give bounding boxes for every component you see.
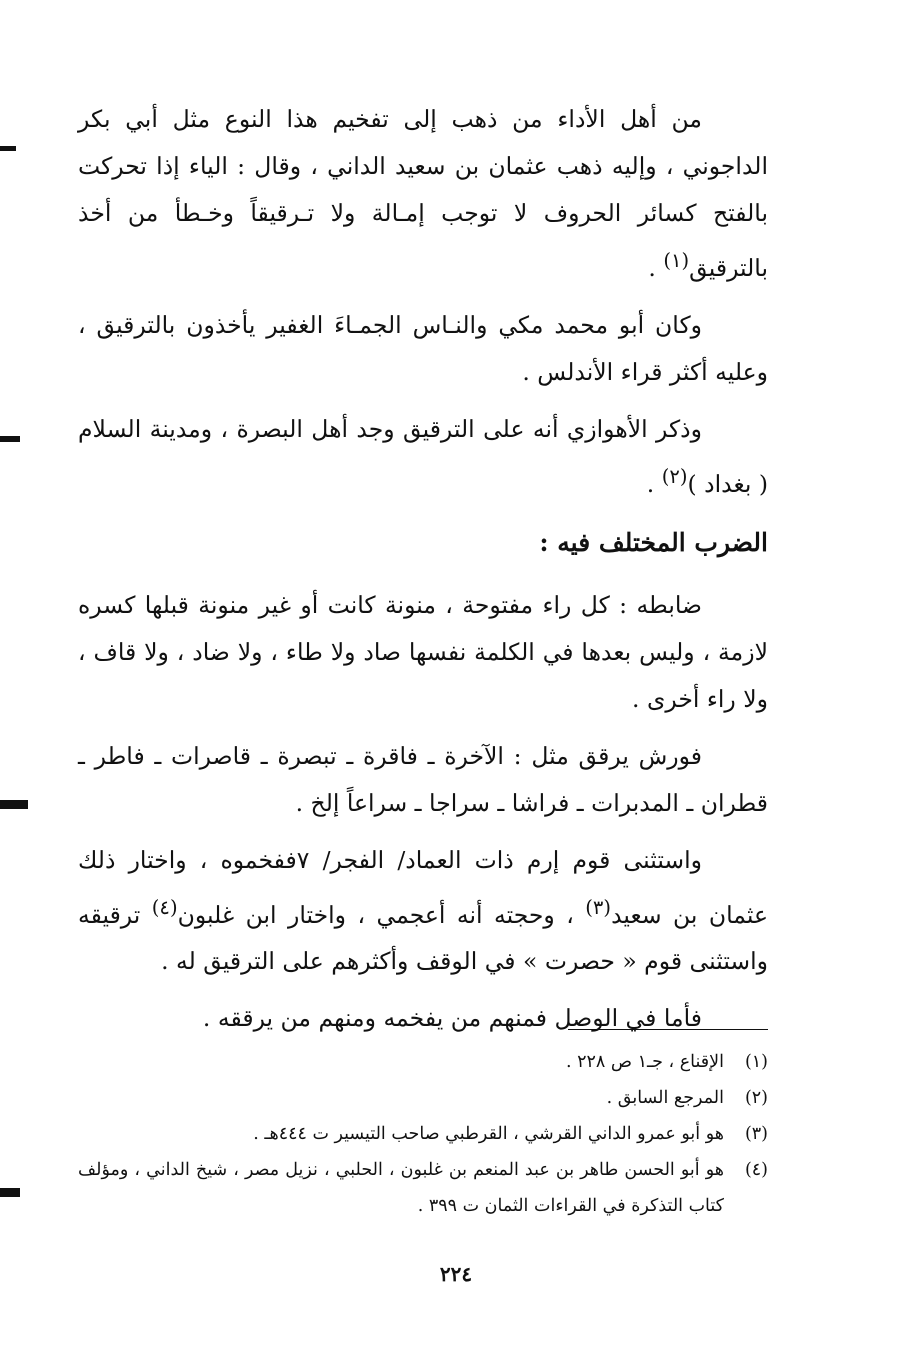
paragraph-text: فأما في الوصل فمنهم من يفخمه ومنهم من يرققه . [202,1004,702,1033]
paragraph [78,733,768,827]
paragraph [78,96,768,292]
footnote-text: هو أبو عمرو الداني القرشي ، القرطبي صاحب التيسير ت ٤٤٤هـ . [253,1124,724,1144]
paragraph-text: فورش يرقق مثل : الآخرة ـ فاقرة ـ تبصرة ـ قاصرات ـ فاطر ـ قطران ـ المدبرات ـ فراشا ـ سراجا ـ سراعاً إلخ . [78,741,768,817]
footnotes [78,1044,768,1224]
footnote-number: (٣) [744,1124,768,1144]
page-number: ٢٢٤ [439,1262,473,1286]
paragraph-text: . [648,253,664,282]
paragraph [78,995,768,1042]
section-heading: الضرب المختلف فيه : [539,527,768,557]
margin-mark [0,146,16,151]
paragraph-text: ، وحجته أنه أعجمي ، واختار ابن غلبون [177,900,586,929]
footnote-text: الإقناع ، جـ١ ص ٢٢٨ . [565,1052,724,1072]
footnote-text: هو أبو الحسن طاهر بن عبد المنعم بن غلبون ، الحلبي ، نزيل مصر ، شيخ الداني ، ومؤلف كتاب التذكرة في القراءات الثمان ت ٣٩٩ . [78,1160,724,1216]
paragraph [78,837,768,986]
paragraph-text: ضابطه : كل راء مفتوحة ، منونة كانت أو غير منونة قبلها كسره لازمة ، وليس بعدها في الكلمة نفسها صاد ولا طاء ، ولا ضاد ، ولا قاف ، ولا راء أخرى . [78,590,768,713]
paragraph [78,302,768,396]
margin-mark [0,436,20,442]
footnote-number: (١) [744,1052,768,1072]
paragraph [78,582,768,723]
footnote-ref: (٢) [661,464,688,488]
paragraph-text: وذكر الأهوازي أنه على الترقيق وجد أهل البصرة ، ومدينة السلام ( بغداد ) [78,414,768,498]
footnote-ref: (١) [663,249,690,272]
footnote-ref: (٣) [585,895,612,919]
paragraph-text: واستثنى قوم إرم ذات العماد/ الفجر/ ٧ففخموه ، واختار ذلك عثمان بن سعيد [78,845,768,929]
footnote [78,1116,768,1152]
footnote-divider [568,1029,768,1030]
footnote [78,1044,768,1080]
footnote-number: (٢) [744,1088,768,1108]
page-body [78,96,768,1052]
margin-mark [0,1188,20,1197]
paragraph-text: ترقيقه واستثنى قوم « حصرت » في الوقف وأكثرهم على الترقيق له . [78,900,768,976]
footnote-ref: (٤) [151,895,178,919]
paragraph-text: من أهل الأداء من ذهب إلى تفخيم هذا النوع مثل أبي بكر الداجوني ، وإليه ذهب عثمان بن سعيد الداني ، وقال : الياء إذا تحركت بالفتح كسائر الحروف لا توجب إمـالة ولا تـرقيقاً وخـطأ من أخذ بالترقيق [78,105,768,282]
paragraph-text: . [646,469,662,498]
footnote [78,1080,768,1116]
footnote-number: (٤) [744,1160,768,1180]
footnote-text: المرجع السابق . [606,1088,724,1108]
footnote [78,1152,768,1224]
margin-mark [0,800,28,809]
paragraph-text: وكان أبو محمد مكي والنـاس الجمـاءَ الغفير يأخذون بالترقيق ، وعليه أكثر قراء الأندلس . [78,310,768,386]
paragraph [78,406,768,508]
